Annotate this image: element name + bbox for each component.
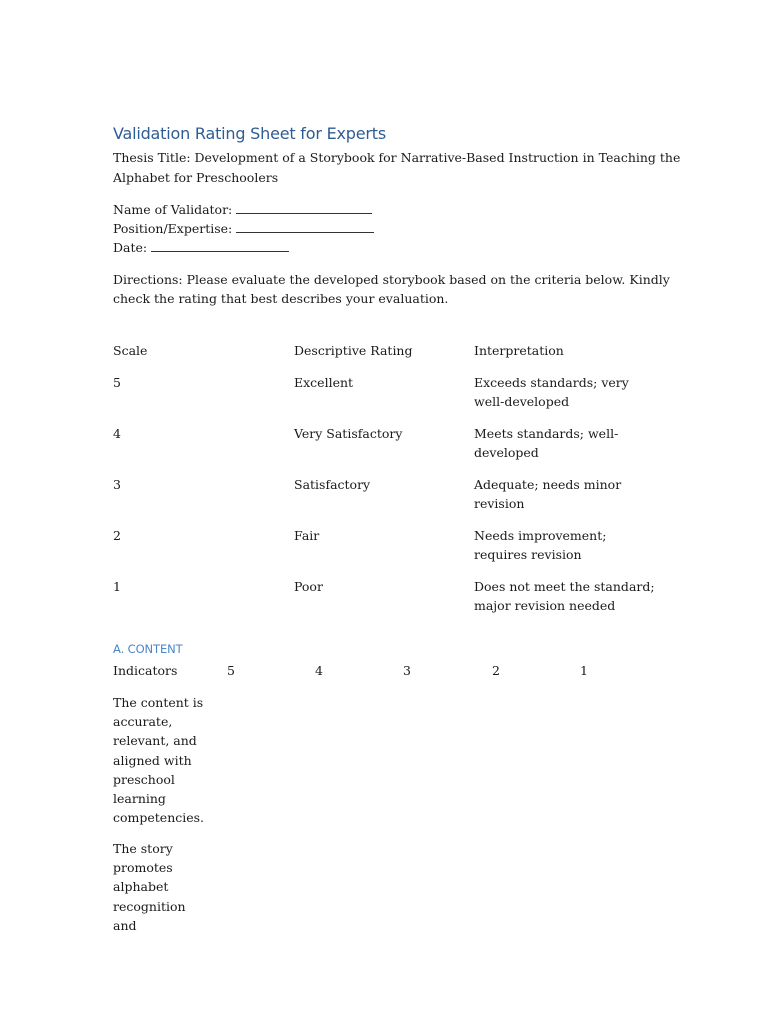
- indicator-line: competencies.: [113, 810, 205, 826]
- interpretation-line-1: Adequate; needs minor: [474, 477, 622, 492]
- interpretation-line-1: Exceeds standards; very: [474, 375, 629, 390]
- rating-4-header: 4: [315, 663, 323, 678]
- interpretation-line-2: well-developed: [474, 394, 570, 409]
- indicator-line: The story: [113, 841, 173, 856]
- date-blank: [151, 238, 289, 252]
- indicator-line: promotes: [113, 860, 173, 876]
- validator-name-label: Name of Validator:: [113, 202, 233, 217]
- directions-line-2: check the rating that best describes your evaluation.: [113, 291, 449, 306]
- indicators-header: Indicators: [113, 663, 178, 678]
- indicator-line: relevant, and: [113, 733, 197, 749]
- thesis-title-line-2: Alphabet for Preschoolers: [113, 170, 279, 185]
- descriptive-rating: Poor: [294, 579, 323, 594]
- scale-value: 3: [113, 477, 121, 492]
- indicator-line: The content is: [113, 695, 204, 710]
- indicator-item: [113, 693, 209, 827]
- date-field: [113, 238, 289, 258]
- indicator-line: aligned with: [113, 752, 192, 768]
- date-label: Date:: [113, 240, 148, 255]
- interpretation-line-1: Does not meet the standard;: [474, 579, 655, 594]
- scale-header: Scale: [113, 343, 148, 358]
- validator-name-field: [113, 200, 372, 220]
- scale-value: 4: [113, 426, 121, 441]
- indicator-line: accurate,: [113, 714, 173, 730]
- scale-value: 1: [113, 579, 121, 594]
- interpretation-line-2: requires revision: [474, 547, 582, 562]
- position-expertise-field: [113, 219, 374, 239]
- section-a-heading: A. CONTENT: [113, 642, 183, 656]
- rating-2-header: 2: [492, 663, 500, 678]
- indicator-line: learning: [113, 791, 166, 807]
- descriptive-rating-header: Descriptive Rating: [294, 343, 413, 358]
- descriptive-rating: Fair: [294, 528, 320, 543]
- position-expertise-label: Position/Expertise:: [113, 221, 233, 236]
- interpretation-line-1: Meets standards; well-: [474, 426, 619, 441]
- rating-3-header: 3: [403, 663, 411, 678]
- interpretation-line-2: major revision needed: [474, 598, 616, 613]
- descriptive-rating: Satisfactory: [294, 477, 371, 492]
- indicator-item: [113, 839, 209, 935]
- indicator-line: preschool: [113, 771, 175, 787]
- scale-value: 5: [113, 375, 121, 390]
- scale-value: 2: [113, 528, 121, 543]
- indicator-line: alphabet: [113, 879, 169, 895]
- validator-name-blank: [236, 200, 372, 214]
- directions-line-1: Directions: Please evaluate the developed storybook based on the criteria below. Kindly: [113, 272, 670, 287]
- rating-5-header: 5: [227, 663, 235, 678]
- interpretation-line-2: revision: [474, 496, 525, 511]
- interpretation-line-1: Needs improvement;: [474, 528, 607, 543]
- position-expertise-blank: [236, 219, 374, 233]
- document-title: Validation Rating Sheet for Experts: [113, 124, 386, 143]
- indicator-line: recognition and: [113, 898, 186, 933]
- thesis-title-line-1: Thesis Title: Development of a Storybook for Narrative-Based Instruction in Teaching the: [113, 150, 681, 165]
- descriptive-rating: Excellent: [294, 375, 354, 390]
- rating-1-header: 1: [580, 663, 588, 678]
- descriptive-rating: Very Satisfactory: [294, 426, 403, 441]
- interpretation-line-2: developed: [474, 445, 539, 460]
- interpretation-header: Interpretation: [474, 343, 564, 358]
